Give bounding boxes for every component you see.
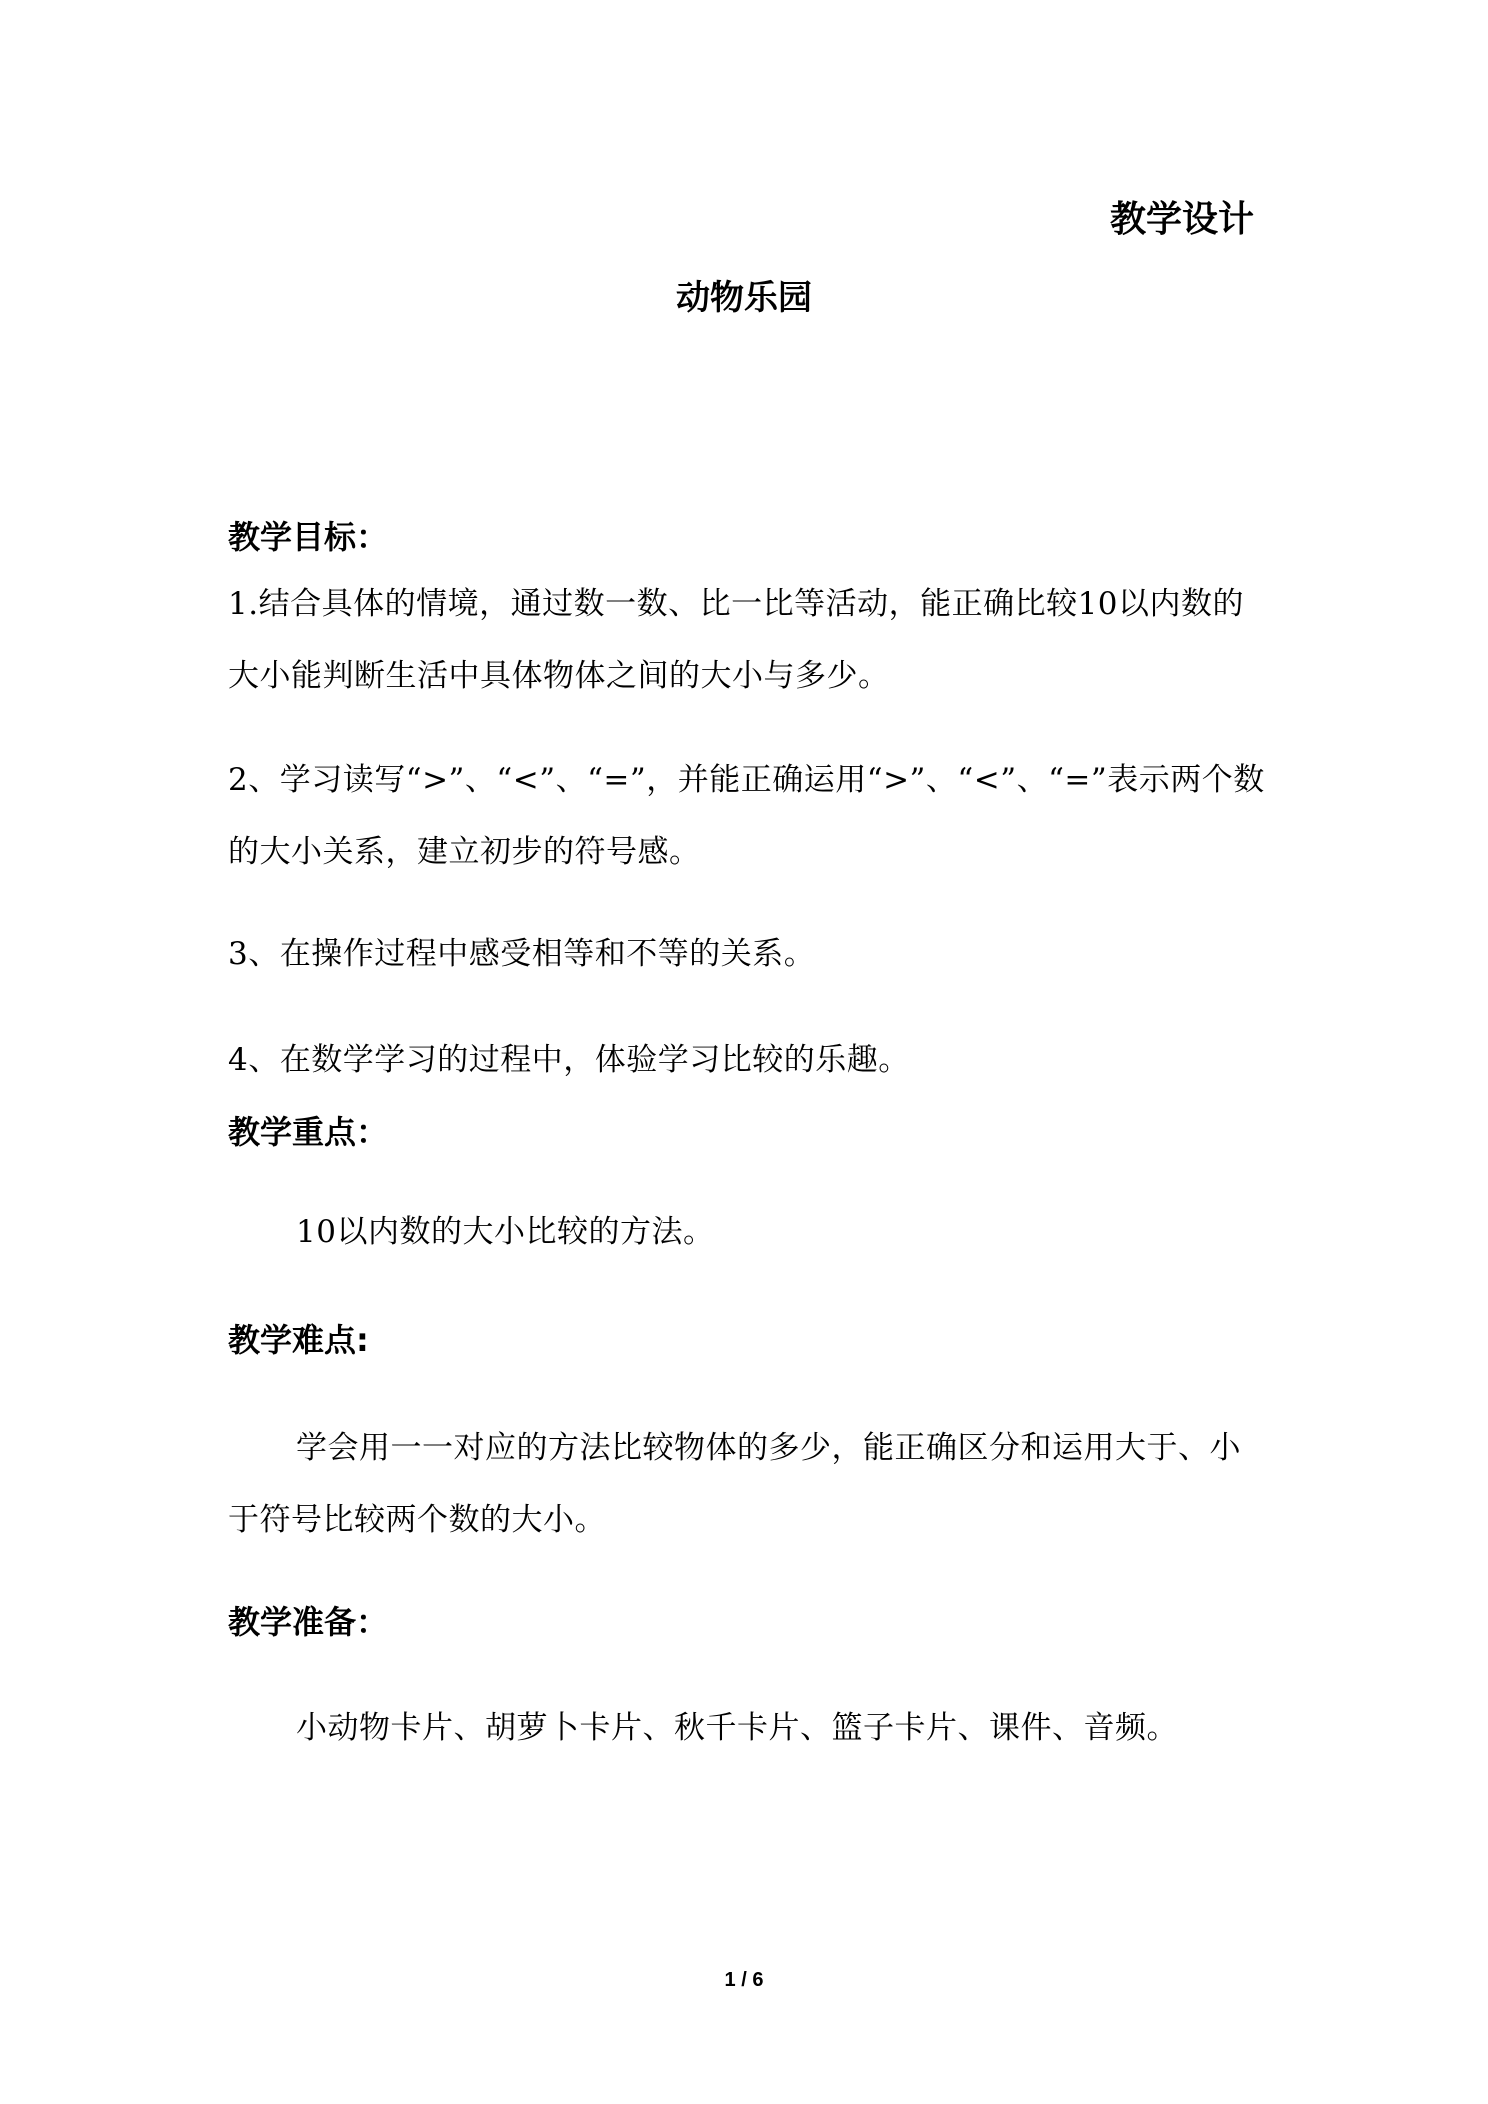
key-points-heading: 教学重点：: [228, 1113, 389, 1151]
objective-item-1: 1.结合具体的情境，通过数一数、比一比等活动，能正确比较10以内数的大小能判断生活中具体物体之间的大小与多少。: [228, 586, 1245, 694]
key-points-text: 10以内数的大小比较的方法。: [296, 1214, 715, 1250]
objectives-heading: 教学目标：: [228, 518, 389, 556]
preparation-heading: 教学准备：: [228, 1603, 389, 1641]
page-number: 1 / 6: [724, 1969, 764, 1991]
objective-item-4: 4、在数学学习的过程中，体验学习比较的乐趣。: [228, 1042, 910, 1078]
preparation-text: 小动物卡片、胡萝卜卡片、秋千卡片、篮子卡片、课件、音频。: [296, 1710, 1178, 1746]
objective-item-3: 3、在操作过程中感受相等和不等的关系。: [228, 936, 816, 972]
difficulties-text: 学会用一一对应的方法比较物体的多少，能正确区分和运用大于、小于符号比较两个数的大小。: [228, 1430, 1241, 1538]
objective-item-2: 2、学习读写“>”、“<”、“=”，并能正确运用“>”、“<”、“=”表示两个数的大小关系，建立初步的符号感。: [228, 762, 1265, 870]
document-type-label: 教学设计: [1109, 199, 1254, 240]
difficulties-heading: 教学难点:: [228, 1321, 369, 1359]
document-title: 动物乐园: [676, 278, 812, 318]
